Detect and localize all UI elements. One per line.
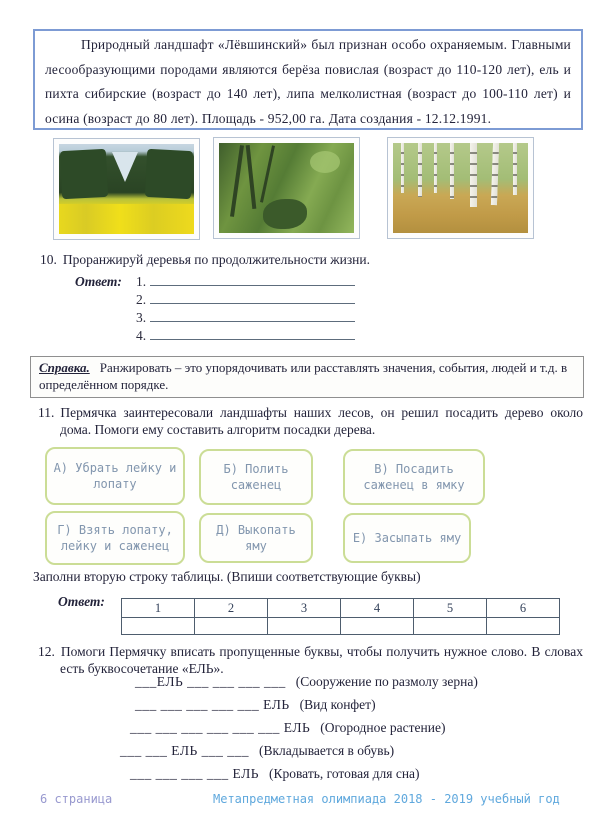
answer-line-4: 4. bbox=[136, 328, 355, 346]
photo-frame bbox=[53, 138, 200, 240]
birch-trunk bbox=[401, 143, 404, 193]
birch-trunk bbox=[513, 143, 517, 195]
word-puzzle-line-3: ___ ___ ___ ___ ___ ___ ЕЛЬ (Огородное растение) bbox=[130, 720, 446, 735]
table-empty-cell bbox=[267, 618, 340, 635]
option-box-e: Е) Засыпать яму bbox=[343, 513, 471, 563]
answer-table-block bbox=[58, 594, 560, 635]
option-box-d: Д) Выкопать яму bbox=[199, 513, 313, 563]
tree-trunk bbox=[230, 145, 244, 217]
tree-trunk bbox=[246, 145, 257, 209]
option-box-v: В) Посадить саженец в ямку bbox=[343, 449, 485, 505]
table-header-cell: 2 bbox=[194, 599, 267, 618]
question-10 bbox=[40, 251, 370, 268]
blank-line bbox=[150, 285, 355, 286]
question-10-answer-block bbox=[75, 274, 355, 346]
question-11-text: Пермячка заинтересовали ландшафты наших лесов, он решил посадить дерево около дома. Помоги ему составить алгоритм посадки дерева. bbox=[60, 405, 583, 437]
table-empty-cell bbox=[486, 618, 559, 635]
info-box bbox=[33, 29, 583, 130]
fill-table-instruction: Заполни вторую строку таблицы. (Впиши соответствующие буквы) bbox=[33, 569, 421, 584]
table-empty-cell bbox=[340, 618, 413, 635]
reference-text: Ранжировать – это упорядочивать или расставлять значения, события, людей и т.д. в определённом порядке. bbox=[39, 360, 568, 392]
photo-dense-green-forest bbox=[219, 143, 354, 233]
tree-mass-right bbox=[145, 149, 193, 199]
question-10-number: 10. bbox=[40, 252, 57, 267]
page-number: 6 страница bbox=[40, 792, 113, 806]
table-header-cell: 6 bbox=[486, 599, 559, 618]
option-box-b: Б) Полить саженец bbox=[199, 449, 313, 505]
question-11-number: 11. bbox=[38, 405, 55, 420]
light-foliage bbox=[310, 151, 340, 173]
word-puzzle-line-2: ___ ___ ___ ___ ___ ЕЛЬ (Вид конфет) bbox=[135, 697, 376, 712]
tree-trunk bbox=[260, 145, 275, 202]
option-box-a: А) Убрать лейку и лопату bbox=[45, 447, 185, 505]
table-header-cell: 4 bbox=[340, 599, 413, 618]
reference-label: Справка. bbox=[39, 360, 90, 375]
table-empty-cell bbox=[194, 618, 267, 635]
table-empty-row bbox=[121, 618, 559, 635]
table-header-cell: 1 bbox=[121, 599, 194, 618]
yellow-meadow bbox=[59, 204, 194, 234]
blank-line bbox=[150, 303, 355, 304]
info-text: Природный ландшафт «Лёвшинский» был признан особо охраняемым. Главными лесообразующими породами являются берёза повислая (возраст до 110-120 лет), ель и пихта сибирские (возраст до 140 лет), липа мелколистная (возраст до 100-110 лет) и осина (возраст до 80 лет). Площадь - 952,00 га. Дата создания - 12.12.1991. bbox=[45, 37, 571, 126]
footer-title: Метапредметная олимпиада 2018 - 2019 учебный год bbox=[213, 792, 560, 806]
photo-conifer-forest-meadow bbox=[59, 144, 194, 234]
tree-mass-left bbox=[60, 149, 108, 199]
blank-line bbox=[150, 339, 355, 340]
option-box-g: Г) Взять лопату, лейку и саженец bbox=[45, 511, 185, 565]
blank-line bbox=[150, 321, 355, 322]
question-11 bbox=[38, 404, 583, 438]
dark-bush bbox=[263, 199, 307, 229]
table-header-cell: 5 bbox=[413, 599, 486, 618]
sky-notch bbox=[112, 152, 138, 182]
word-puzzle-line-5: ___ ___ ___ ___ ЕЛЬ (Кровать, готовая для сна) bbox=[130, 766, 420, 781]
table-empty-cell bbox=[121, 618, 194, 635]
question-12 bbox=[38, 643, 583, 677]
table-empty-cell bbox=[413, 618, 486, 635]
question-12-number: 12. bbox=[38, 644, 55, 659]
question-12-text: Помоги Пермячку вписать пропущенные буквы, чтобы получить нужное слово. В словах есть буквосочетание «ЕЛЬ». bbox=[60, 644, 583, 676]
answer-table bbox=[121, 598, 560, 635]
birch-trunk bbox=[470, 143, 477, 207]
birch-trunk bbox=[434, 143, 437, 193]
table-header-row bbox=[121, 599, 559, 618]
table-header-cell: 3 bbox=[267, 599, 340, 618]
reference-box bbox=[30, 356, 584, 398]
birch-trunk bbox=[450, 143, 454, 199]
answer-lines bbox=[136, 274, 355, 346]
answer-label: Ответ: bbox=[58, 594, 105, 609]
answer-line-2: 2. bbox=[136, 292, 355, 310]
birch-trunk bbox=[491, 143, 499, 205]
question-10-text: Проранжируй деревья по продолжительности жизни. bbox=[62, 252, 370, 267]
answer-label: Ответ: bbox=[75, 274, 122, 289]
answer-line-1: 1. bbox=[136, 274, 355, 292]
photo-birch-grove bbox=[393, 143, 528, 233]
photo-frame bbox=[213, 137, 360, 239]
birch-trunk bbox=[418, 143, 422, 197]
word-puzzle-line-4: ___ ___ ЕЛЬ ___ ___ (Вкладывается в обувь) bbox=[120, 743, 395, 758]
word-puzzle-line-1: ___ЕЛЬ ___ ___ ___ ___ (Сооружение по размолу зерна) bbox=[135, 674, 478, 689]
photo-frame bbox=[387, 137, 534, 239]
answer-line-3: 3. bbox=[136, 310, 355, 328]
